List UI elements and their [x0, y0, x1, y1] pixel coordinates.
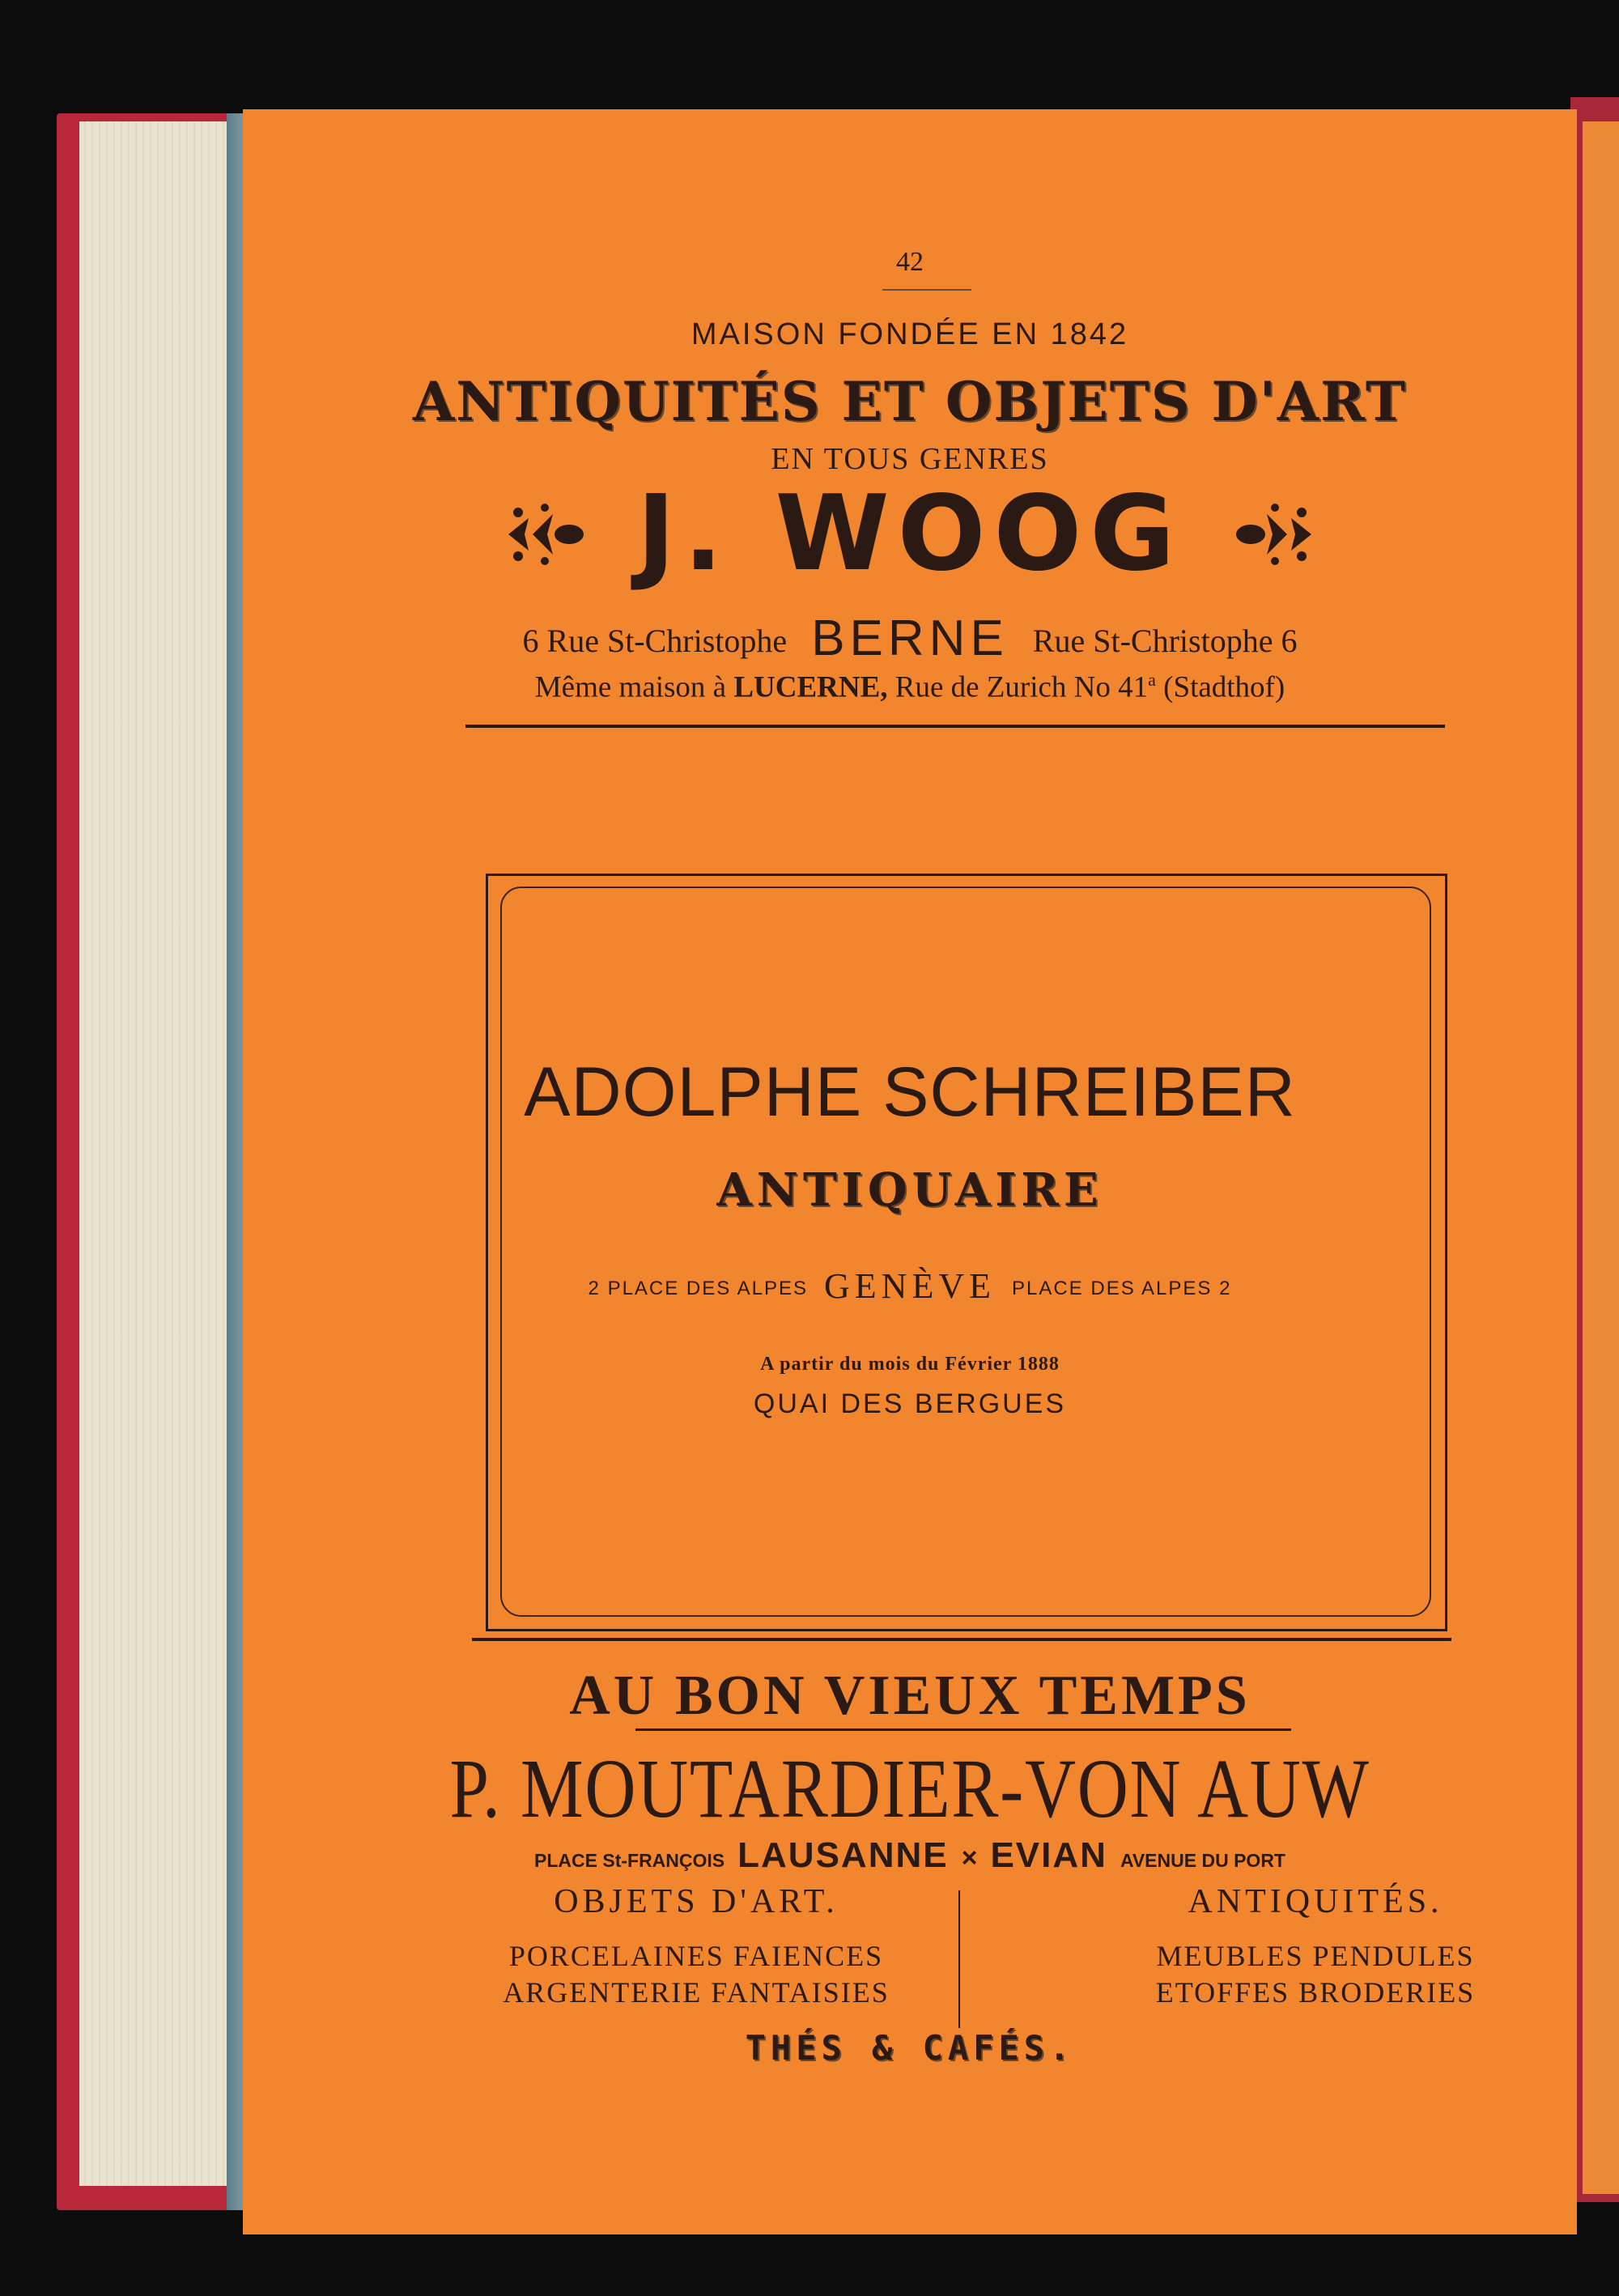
- left-column-line-1: PORCELAINES FAIENCES: [508, 1940, 884, 1972]
- woog-city: BERNE: [811, 610, 1009, 666]
- woog-founded: MAISON FONDÉE EN 1842: [691, 317, 1129, 351]
- right-column-line-2: ETOFFES BRODERIES: [1155, 1976, 1476, 2009]
- schreiber-frame-inner: [500, 887, 1431, 1617]
- moutardier-separator: ×: [961, 1843, 978, 1873]
- woog-branch-suffix: (Stadthof): [1155, 670, 1285, 704]
- page-number: 42: [896, 247, 924, 277]
- schreiber-address-right: PLACE DES ALPES 2: [1011, 1278, 1232, 1299]
- schreiber-profession: ANTIQUAIRE: [716, 1163, 1103, 1217]
- moutardier-footer: THÉS & CAFÉS.: [745, 2028, 1075, 2068]
- column-divider: [958, 1890, 960, 2028]
- moutardier-place-right: AVENUE DU PORT: [1120, 1850, 1285, 1871]
- divider-rule-2: [472, 1638, 1451, 1641]
- woog-branch-line: [243, 670, 1577, 704]
- moutardier-place-left: PLACE St-FRANÇOIS: [534, 1850, 725, 1871]
- schreiber-notice: A partir du mois du Février 1888: [760, 1354, 1060, 1375]
- schreiber-new-address: QUAI DES BERGUES: [753, 1388, 1067, 1419]
- left-column-line-2: ARGENTERIE FANTAISIES: [503, 1976, 890, 2009]
- woog-branch-address: Rue de Zurich No 41: [887, 670, 1149, 704]
- woog-branch-sup: a: [1148, 670, 1156, 690]
- divider-rule-1: [465, 725, 1445, 728]
- woog-name: J. WOOG: [636, 474, 1183, 594]
- moutardier-shop-name: AU BON VIEUX TEMPS: [569, 1665, 1251, 1727]
- moutardier-name: P. MOUTARDIER-VON AUW: [449, 1742, 1370, 1835]
- schreiber-address-line: [243, 1265, 1577, 1307]
- woog-address-left: 6 Rue St-Christophe: [522, 623, 788, 659]
- facing-page-edge: [1583, 121, 1619, 2194]
- woog-headline: ANTIQUITÉS ET OBJETS D'ART: [413, 370, 1407, 433]
- schreiber-name: ADOLPHE SCHREIBER: [524, 1053, 1296, 1131]
- woog-name-row: [243, 474, 1577, 594]
- page-number-rule: [882, 289, 971, 291]
- woog-branch-prefix: Même maison à: [534, 670, 734, 704]
- moutardier-city-left: LAUSANNE: [737, 1835, 949, 1875]
- moutardier-locations: [243, 1835, 1577, 1876]
- left-column-heading: OBJETS D'ART.: [554, 1883, 839, 1920]
- book-page-edges: [79, 121, 241, 2186]
- schreiber-city: GENÈVE: [824, 1266, 996, 1306]
- shop-name-underline: [635, 1728, 1291, 1731]
- right-column-line-1: MEUBLES PENDULES: [1156, 1940, 1475, 1972]
- right-column-heading: ANTIQUITÉS.: [1188, 1883, 1443, 1920]
- woog-address-line: [243, 610, 1577, 667]
- right-ornament-icon: [1230, 498, 1319, 571]
- catalog-page: [243, 109, 1577, 2234]
- schreiber-address-left: 2 PLACE DES ALPES: [588, 1278, 809, 1299]
- moutardier-city-right: EVIAN: [990, 1835, 1107, 1875]
- woog-address-right: Rue St-Christophe 6: [1032, 623, 1298, 659]
- woog-subline: EN TOUS GENRES: [771, 442, 1049, 476]
- woog-branch-city: LUCERNE,: [733, 670, 888, 704]
